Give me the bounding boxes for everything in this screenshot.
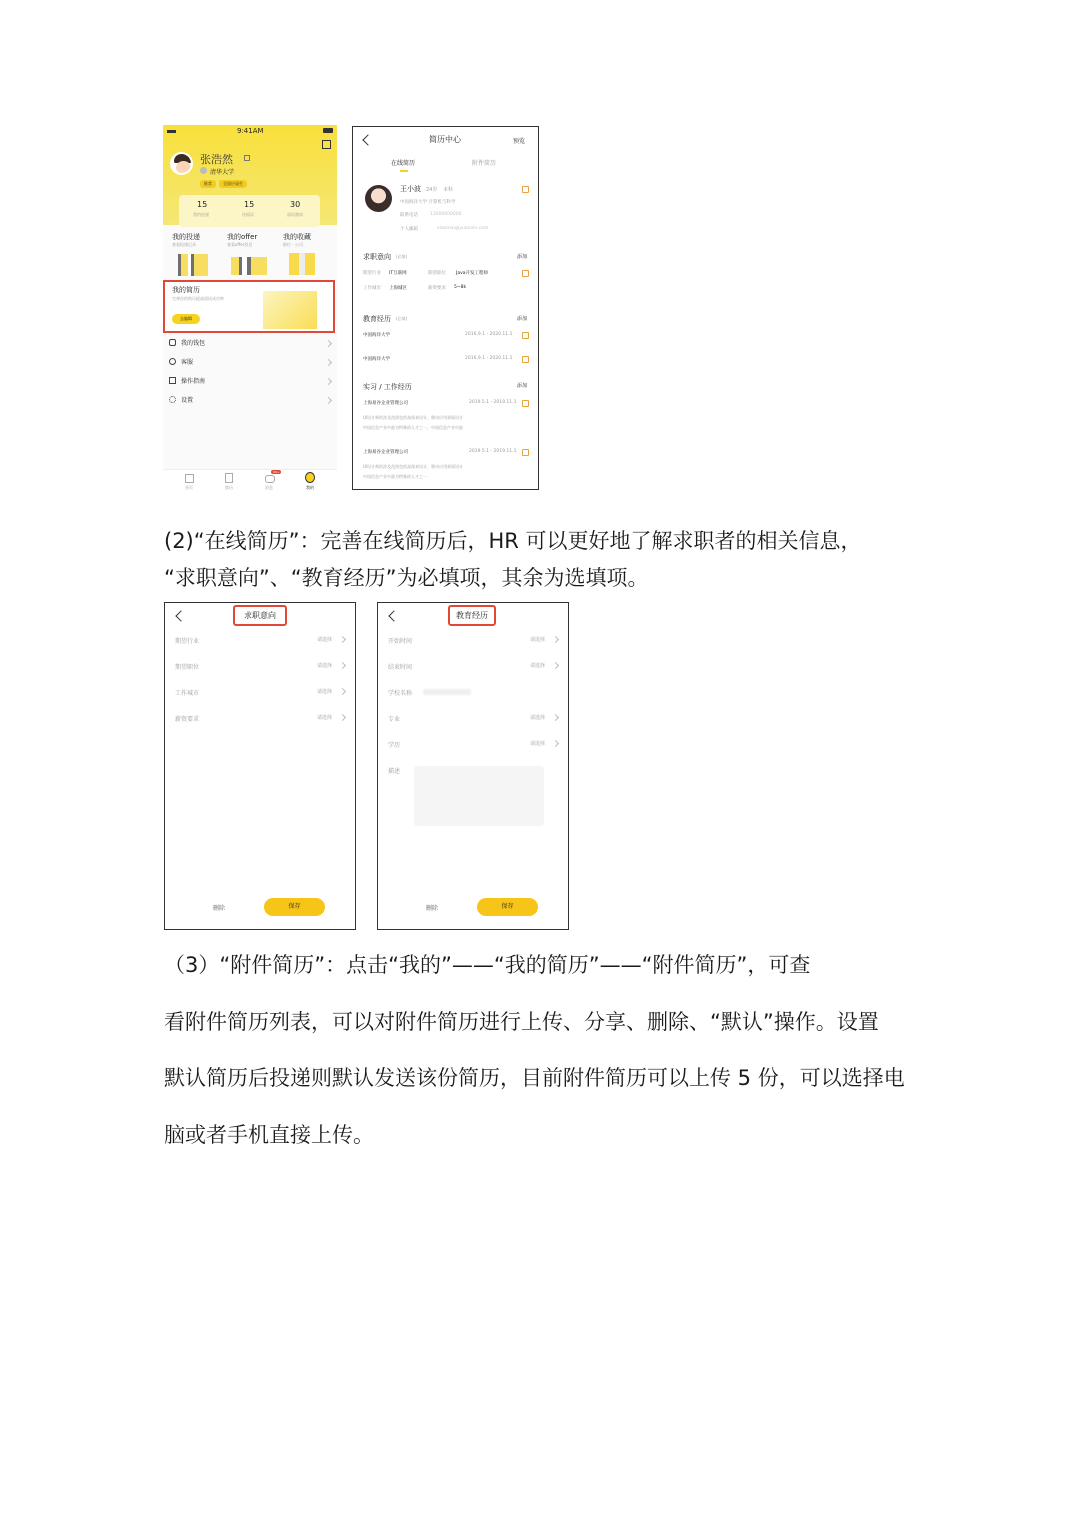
paragraph-online-resume-line: (2)“在线简历”：完善在线简历后，HR 可以更好地了解求职者的相关信息， <box>164 529 862 553</box>
work-company: 上海易谷企业管理公司 <box>363 450 408 455</box>
illustration-favorite <box>289 253 315 275</box>
phone-value: 13000000000 <box>430 212 462 217</box>
intent-value: 上海城区 <box>389 286 407 291</box>
card-sub: 职位 · 公司 <box>283 242 303 247</box>
paragraph-attachment-resume-line: 脑或者手机直接上传。 <box>164 1123 374 1147</box>
work-desc: UI设计师的涉及范围包括高保真设计，移动应用界面设计 <box>363 464 464 469</box>
back-icon[interactable] <box>175 610 186 621</box>
edit-icon[interactable] <box>522 186 529 193</box>
intent-value: Java开发工程师 <box>456 271 489 276</box>
avatar[interactable] <box>170 152 193 175</box>
stat-label: 我的投递 <box>193 212 209 217</box>
row-select[interactable]: 请选择 <box>317 689 333 695</box>
tab-message[interactable]: 消息 <box>265 485 273 490</box>
chevron-right-icon <box>325 378 332 385</box>
delete-button[interactable]: 删除 <box>213 905 226 912</box>
resume-card-title: 我的简历 <box>172 286 200 294</box>
phone-screenshot-profile <box>163 125 337 495</box>
phone-screenshot-resume-center <box>352 126 539 490</box>
menu-item-guide[interactable]: 操作指南 <box>181 378 206 385</box>
edit-icon[interactable] <box>522 449 529 456</box>
battery-icon <box>323 128 333 133</box>
school-name-input[interactable] <box>423 689 471 695</box>
row-label: 期望行业 <box>175 638 200 645</box>
stat-number[interactable]: 15 <box>244 200 255 209</box>
tab-home[interactable]: 首页 <box>185 485 193 490</box>
row-select[interactable]: 请选择 <box>317 663 333 669</box>
user-school: 清华大学 <box>210 169 235 176</box>
phone-label: 联系电话 <box>400 213 418 218</box>
work-company: 上海易谷企业管理公司 <box>363 401 408 406</box>
work-date: 2019.5.1 - 2019.11.1 <box>469 449 517 454</box>
resume-card-desc: 完善你的简历提高面试成功率 <box>172 296 224 301</box>
user-name: 张浩然 <box>200 153 233 166</box>
row-label: 开始时间 <box>388 638 413 645</box>
paragraph-attachment-resume-line: 默认简历后投递则默认发送该份简历，目前附件简历可以上传 5 份，可以选择电 <box>164 1066 905 1090</box>
edit-profile-icon[interactable] <box>244 155 250 161</box>
edu-date: 2016.9.1 - 2020.11.1 <box>465 332 513 337</box>
row-label: 结束时间 <box>388 664 413 671</box>
card-sub: 查看投递记录 <box>172 242 196 247</box>
illustration-delivery <box>178 254 208 276</box>
save-button[interactable]: 保存 <box>477 898 538 916</box>
candidate-age: 24岁 <box>426 187 438 193</box>
work-desc: 中国信息产业中最为特殊的人才之一 <box>363 474 427 479</box>
chevron-right-icon <box>552 636 559 643</box>
paragraph-online-resume-line: “求职意向”、“教育经历”为必填项，其余为选填项。 <box>164 566 649 590</box>
card-title[interactable]: 我的offer <box>227 233 258 241</box>
work-desc: 中国信息产业中最为特殊的人才之一，中国信息产业中最 <box>363 425 463 430</box>
intent-label: 期望行业 <box>363 271 381 276</box>
description-textarea[interactable] <box>414 766 544 826</box>
candidate-school: 中国海洋大学 计算机与科学 <box>400 200 456 205</box>
row-select[interactable]: 请选择 <box>317 637 333 643</box>
card-title[interactable]: 我的收藏 <box>283 233 311 241</box>
save-button[interactable]: 保存 <box>264 898 325 916</box>
work-desc: UI设计师的涉及范围包括高保真设计，移动应用界面设计 <box>363 415 464 420</box>
row-select[interactable]: 请选择 <box>530 715 546 721</box>
back-icon[interactable] <box>388 610 399 621</box>
row-label: 专业 <box>388 716 401 723</box>
section-title-intent: 求职意向 <box>363 253 391 261</box>
row-label: 薪资要求 <box>175 716 200 723</box>
menu-item-settings[interactable]: 设置 <box>181 397 194 404</box>
menu-item-service[interactable]: 客服 <box>181 359 194 366</box>
home-icon <box>185 474 194 483</box>
tab-me[interactable]: 我的 <box>306 485 314 490</box>
row-select[interactable]: 请选择 <box>530 637 546 643</box>
chevron-right-icon <box>339 662 346 669</box>
chevron-right-icon <box>339 714 346 721</box>
edu-school: 中国海洋大学 <box>363 357 390 362</box>
chevron-right-icon <box>325 359 332 366</box>
edit-icon[interactable] <box>522 356 529 363</box>
tab-resume[interactable]: 简历 <box>225 485 233 490</box>
row-label: 工作城市 <box>175 690 200 697</box>
resume-illustration <box>263 291 317 329</box>
paragraph-attachment-resume-line: 看附件简历列表，可以对附件简历进行上传、分享、删除、“默认”操作。设置 <box>164 1010 879 1034</box>
message-badge: 99+ <box>273 470 280 474</box>
delete-button[interactable]: 删除 <box>426 905 439 912</box>
tag-graduate: 全国应届生 <box>219 180 247 188</box>
intent-value: IT互联网 <box>389 271 407 276</box>
row-select[interactable]: 请选择 <box>530 741 546 747</box>
card-title[interactable]: 我的投递 <box>172 233 200 241</box>
email-label: 个人邮箱 <box>400 227 418 232</box>
status-time: 9:41AM <box>237 127 264 135</box>
education-title: 教育经历 <box>448 605 496 626</box>
candidate-degree: 本科 <box>443 187 454 193</box>
intent-label: 工作城市 <box>363 286 381 291</box>
section-title-education: 教育经历 <box>363 315 391 323</box>
paragraph-attachment-resume-line: （3）“附件简历”：点击“我的”——“我的简历”——“附件简历”，可查 <box>164 953 811 977</box>
intent-label: 薪资要求 <box>428 286 446 291</box>
headset-icon <box>169 358 176 365</box>
edit-icon[interactable] <box>522 400 529 407</box>
chevron-right-icon <box>552 714 559 721</box>
menu-item-wallet[interactable]: 我的钱包 <box>181 340 206 347</box>
gear-icon <box>169 396 176 403</box>
row-select[interactable]: 请选择 <box>530 663 546 669</box>
chevron-right-icon <box>339 688 346 695</box>
phone-screenshot-job-intent <box>164 602 356 930</box>
job-intent-title: 求职意向 <box>233 605 287 626</box>
card-sub: 查看offer消息 <box>227 242 253 247</box>
edit-icon[interactable] <box>522 270 529 277</box>
required-tag: (必填) <box>396 316 408 321</box>
row-label: 学校名称 <box>388 690 413 697</box>
scan-icon[interactable] <box>322 140 331 149</box>
message-icon <box>265 475 275 483</box>
candidate-name: 王小波 <box>400 185 421 193</box>
add-link[interactable]: 添加 <box>517 383 528 389</box>
signal-icon <box>167 129 176 133</box>
tab-underline <box>400 170 408 172</box>
tab-online-resume[interactable]: 在线简历 <box>391 160 416 167</box>
avatar <box>365 185 392 212</box>
description-label: 描述 <box>388 768 401 775</box>
stat-label: 待面试 <box>242 212 254 217</box>
edu-date: 2016.9.1 - 2020.11.1 <box>465 356 513 361</box>
chevron-right-icon <box>325 397 332 404</box>
work-date: 2019.5.1 - 2019.11.1 <box>469 400 517 405</box>
phone-screenshot-education <box>377 602 569 930</box>
row-label: 学历 <box>388 742 401 749</box>
stat-number[interactable]: 30 <box>290 200 301 209</box>
stat-number[interactable]: 15 <box>197 200 208 209</box>
email-value: xiaomai@yuanxin.com <box>437 226 489 231</box>
required-tag: (必填) <box>396 254 408 259</box>
add-link[interactable]: 添加 <box>517 254 528 260</box>
section-title-work: 实习 / 工作经历 <box>363 383 412 391</box>
intent-label: 期望职位 <box>428 271 446 276</box>
resume-edit-button[interactable]: 去编辑 <box>172 314 200 324</box>
add-link[interactable]: 添加 <box>517 316 528 322</box>
preview-button[interactable]: 预览 <box>513 138 526 145</box>
stat-label: 面试邀请 <box>287 212 303 217</box>
back-icon[interactable] <box>362 134 373 145</box>
me-icon <box>305 472 315 483</box>
wallet-icon <box>169 339 176 346</box>
row-label: 期望职位 <box>175 664 200 671</box>
row-select[interactable]: 请选择 <box>317 715 333 721</box>
guide-icon <box>169 377 176 384</box>
chevron-right-icon <box>339 636 346 643</box>
school-icon <box>200 167 207 174</box>
edu-school: 中国海洋大学 <box>363 333 390 338</box>
intent-value: 5~8k <box>454 285 467 290</box>
tab-attachment-resume[interactable]: 附件简历 <box>472 160 497 167</box>
tag-recommend: 推荐 <box>200 180 216 188</box>
chevron-right-icon <box>552 662 559 669</box>
edit-icon[interactable] <box>522 332 529 339</box>
resume-icon <box>225 473 233 483</box>
illustration-offer <box>231 257 267 275</box>
resume-center-title: 简历中心 <box>429 135 461 144</box>
chevron-right-icon <box>325 340 332 347</box>
chevron-right-icon <box>552 740 559 747</box>
